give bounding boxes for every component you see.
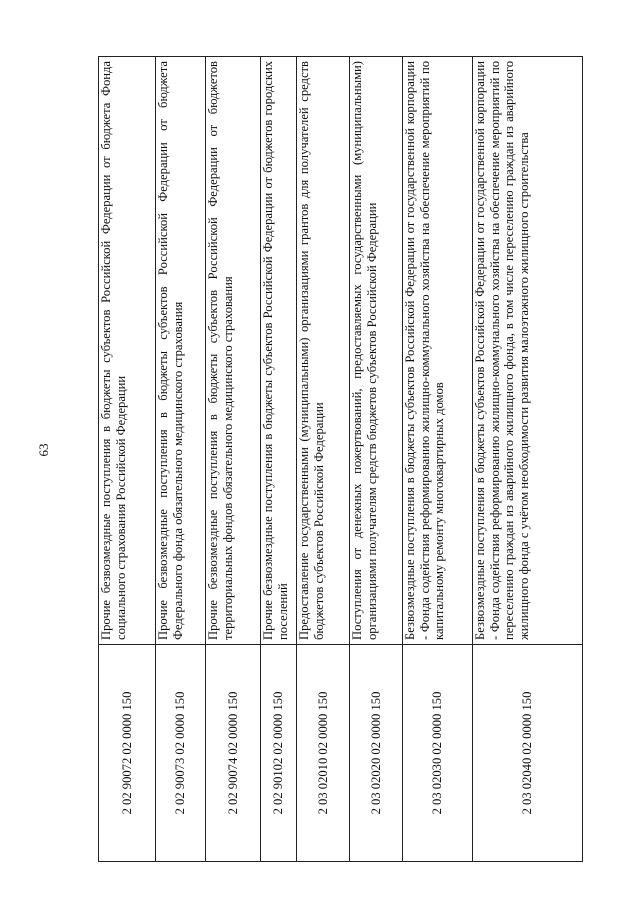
- budget-code: 2 02 90074 02 0000 150: [206, 645, 261, 862]
- table-row: [261, 57, 297, 862]
- budget-code: 2 03 02020 02 0000 150: [350, 645, 403, 862]
- table-row: [297, 57, 350, 862]
- code-description: Безвозмездные поступления в бюджеты субъектов Российской Федерации от государственной корпорации - Фонда содействия реформированию жилищно-коммунального хозяйства на обеспечение мероприятий по капитальному ремонту многоквартирных домов: [403, 57, 473, 645]
- table-row: [99, 57, 156, 862]
- table-row: [403, 57, 473, 862]
- table-row: [473, 57, 583, 862]
- table-row: [350, 57, 403, 862]
- code-description: Прочие безвозмездные поступления в бюджеты субъектов Российской Федерации от бюджета Фонда социального страхования Российской Федерации: [99, 57, 156, 645]
- table-row: [156, 57, 206, 862]
- code-description: Предоставление государственными (муниципальными) организациями грантов для получателей средств бюджетов субъектов Российской Федерации: [297, 57, 350, 645]
- budget-code: 2 03 02040 02 0000 150: [473, 645, 583, 862]
- code-description: Прочие безвозмездные поступления в бюджеты субъектов Российской Федерации от бюджетов городских поселений: [261, 57, 297, 645]
- table-container: [98, 56, 582, 862]
- code-description: Прочие безвозмездные поступления в бюджеты субъектов Российской Федерации от бюджетов территориальных фондов обязательного медицинского страхования: [206, 57, 261, 645]
- code-description: Поступления от денежных пожертвований, предоставляемых государственными (муниципальными) организациями получателям средств бюджетов субъектов Российской Федерации: [350, 57, 403, 645]
- revenue-codes-table: [98, 56, 583, 862]
- page-number-text: 63: [36, 443, 51, 457]
- budget-code: 2 02 90073 02 0000 150: [156, 645, 206, 862]
- budget-code: 2 02 90072 02 0000 150: [99, 645, 156, 862]
- table-row: [206, 57, 261, 862]
- budget-code: 2 03 02010 02 0000 150: [297, 645, 350, 862]
- budget-code: 2 03 02030 02 0000 150: [403, 645, 473, 862]
- code-description: Прочие безвозмездные поступления в бюджеты субъектов Российской Федерации от бюджета Федерального фонда обязательного медицинского страхования: [156, 57, 206, 645]
- budget-code: 2 02 90102 02 0000 150: [261, 645, 297, 862]
- code-description: Безвозмездные поступления в бюджеты субъектов Российской Федерации от государственной корпорации - Фонда содействия реформированию жилищно-коммунального хозяйства на обеспечение мероприятий по переселению граждан из аварийного жилищного фонда, в том числе переселению граждан из аварийного жилищного фонда с учётом необходимости развития малоэтажного жилищного строительства: [473, 57, 583, 645]
